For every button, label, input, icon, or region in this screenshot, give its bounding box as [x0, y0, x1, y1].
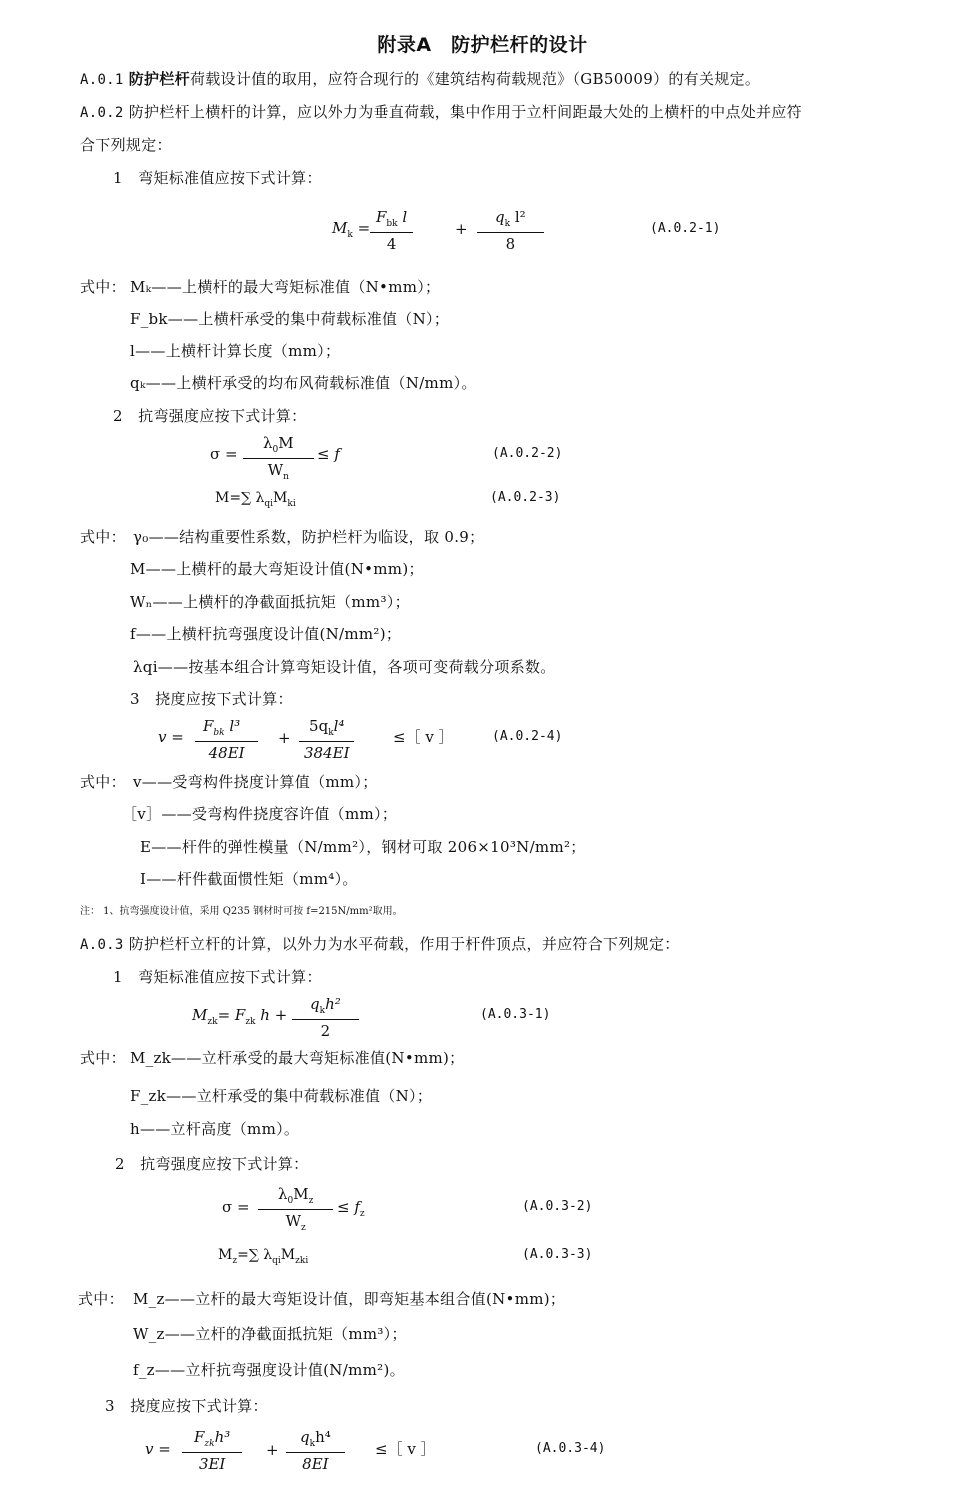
where-label: 式中：	[80, 528, 126, 546]
eq-a022-rhs: ≤ f	[317, 445, 340, 463]
where-item: ［v］——受弯构件挠度容许值（mm）；	[122, 805, 398, 823]
eq-number: (A.0.2-1)	[650, 221, 721, 236]
where-item: F_bk——上横杆承受的集中荷载标准值（N）；	[130, 310, 450, 328]
where-item: Mₖ——上横杆的最大弯矩标准值（N•mm）；	[130, 278, 441, 296]
where-label: 式中：	[78, 1290, 124, 1308]
a02-item2: 2 抗弯强度应按下式计算：	[113, 407, 307, 425]
where-label: 式中：	[80, 1049, 126, 1067]
clause-bold-term: 防护栏杆	[128, 70, 190, 88]
where-item: I——杆件截面惯性矩（mm⁴）。	[140, 870, 358, 888]
eq-a024-frac2: $5q_kl^4$ 384EI	[298, 719, 356, 761]
where-label: 式中：	[80, 278, 126, 296]
clause-a02-line2: 合下列规定：	[80, 136, 172, 154]
where-item: W_z——立杆的净截面抵抗矩（mm³）；	[133, 1325, 407, 1343]
where-item: F_zk——立杆承受的集中荷载标准值（N）；	[130, 1087, 433, 1105]
where-label: 式中：	[80, 773, 126, 791]
a03-item1: 1 弯矩标准值应按下式计算：	[113, 968, 322, 986]
clause-text: 防护栏杆立杆的计算，以外力为水平荷载，作用于杆件顶点，并应符合下列规定：	[128, 935, 680, 953]
eq-a021-plus: +	[455, 220, 468, 238]
where-item: v——受弯构件挠度计算值（mm）；	[133, 773, 378, 791]
eq-a021-frac1: $F_{bk}$ l 4	[370, 210, 413, 252]
eq-a034-frac1: $F_{zk}h^3$ 3EI	[182, 1430, 242, 1472]
page-title: 附录A 防护栏杆的设计	[377, 34, 588, 56]
eq-number: (A.0.3-3)	[522, 1247, 593, 1262]
eq-number: (A.0.2-2)	[492, 446, 563, 461]
where-item: qₖ——上横杆承受的均布风荷载标准值（N/mm）。	[130, 374, 477, 392]
note: 注： 1、抗弯强度设计值，采用 Q235 钢材时可按 f=215N/mm²取用。	[80, 906, 403, 917]
where-item: M_zk——立杆承受的最大弯矩标准值(N•mm)；	[130, 1049, 465, 1067]
eq-a021-lhs: $M_k$ =	[332, 219, 371, 240]
where-item: f_z——立杆抗弯强度设计值(N/mm²)。	[133, 1361, 405, 1379]
eq-a024-rhs: ≤［ v ］	[393, 728, 454, 746]
where-item: λqi——按基本组合计算弯矩设计值，各项可变荷载分项系数。	[133, 658, 556, 676]
where-item: l——上横杆计算长度（mm）；	[130, 342, 341, 360]
clause-text: 荷载设计值的取用，应符合现行的《建筑结构荷载规范》（GB50009）的有关规定。	[189, 70, 761, 88]
clause-a03-line1	[80, 937, 680, 952]
a02-item1: 1 弯矩标准值应按下式计算：	[113, 169, 322, 187]
clause-code: A.0.3	[80, 937, 124, 953]
eq-a023: M=∑ $\lambda_{qi}M_{ki}$	[215, 490, 296, 509]
where-item: Wₙ——上横杆的净截面抵抗矩（mm³）；	[130, 593, 410, 611]
eq-a032-lhs: σ =	[222, 1198, 250, 1216]
eq-a034-plus: +	[266, 1441, 279, 1459]
where-item: h——立杆高度（mm）。	[130, 1120, 300, 1138]
eq-a022-lhs: σ =	[210, 445, 238, 463]
eq-number: (A.0.2-4)	[492, 729, 563, 744]
a03-item2: 2 抗弯强度应按下式计算：	[115, 1155, 309, 1173]
clause-text: 防护栏杆上横杆的计算，应以外力为垂直荷载，集中作用于立杆间距最大处的上横杆的中点处并应符	[128, 103, 802, 121]
eq-a024-lhs: v =	[158, 728, 184, 746]
eq-a034-rhs: ≤［ v ］	[375, 1440, 436, 1458]
eq-number: (A.0.2-3)	[490, 490, 561, 505]
clause-a01	[80, 72, 760, 87]
eq-a021-frac2: $\frac{q_k l^2}{8}$	[477, 210, 544, 252]
eq-number: (A.0.3-4)	[535, 1441, 606, 1456]
where-item: f——上横杆抗弯强度设计值(N/mm²)；	[130, 625, 402, 643]
eq-a024-frac1: $F_{bk}$ l³ 48EI	[195, 719, 258, 761]
eq-a024-plus: +	[278, 729, 291, 747]
eq-a031-left: $M_{zk}= F_{zk}$ h +	[192, 1006, 288, 1027]
clause-a02-line1	[80, 105, 802, 120]
eq-a022-frac: $\frac{\lambda_0M}{W_n}$	[243, 436, 314, 482]
clause-code: A.0.1	[80, 72, 124, 88]
where-item: E——杆件的弹性模量（N/mm²），钢材可取 206×10³N/mm²；	[140, 838, 586, 856]
a02-item3: 3 挠度应按下式计算：	[130, 690, 293, 708]
eq-number: (A.0.3-2)	[522, 1199, 593, 1214]
eq-a031-frac: $q_kh^2$ 2	[292, 997, 359, 1039]
a03-item3: 3 挠度应按下式计算：	[105, 1397, 268, 1415]
eq-number: (A.0.3-1)	[480, 1007, 551, 1022]
where-item: M——上横杆的最大弯矩设计值(N•mm)；	[130, 560, 424, 578]
where-item: γ₀——结构重要性系数，防护栏杆为临设，取 0.9；	[133, 528, 485, 546]
eq-a034-frac2: $q_kh^4$ 8EI	[286, 1430, 345, 1472]
eq-a032-rhs: ≤ $f_z$	[337, 1198, 365, 1219]
where-item: M_z——立杆的最大弯矩设计值，即弯矩基本组合值(N•mm)；	[133, 1290, 566, 1308]
eq-a034-lhs: v =	[145, 1440, 171, 1458]
eq-a033: $M_z=\sum$ $\lambda_{qi}M_{zki}$	[218, 1247, 309, 1266]
clause-code: A.0.2	[80, 105, 124, 121]
eq-a032-frac: $\frac{\lambda_0M_z}{W_z}$	[258, 1187, 333, 1233]
